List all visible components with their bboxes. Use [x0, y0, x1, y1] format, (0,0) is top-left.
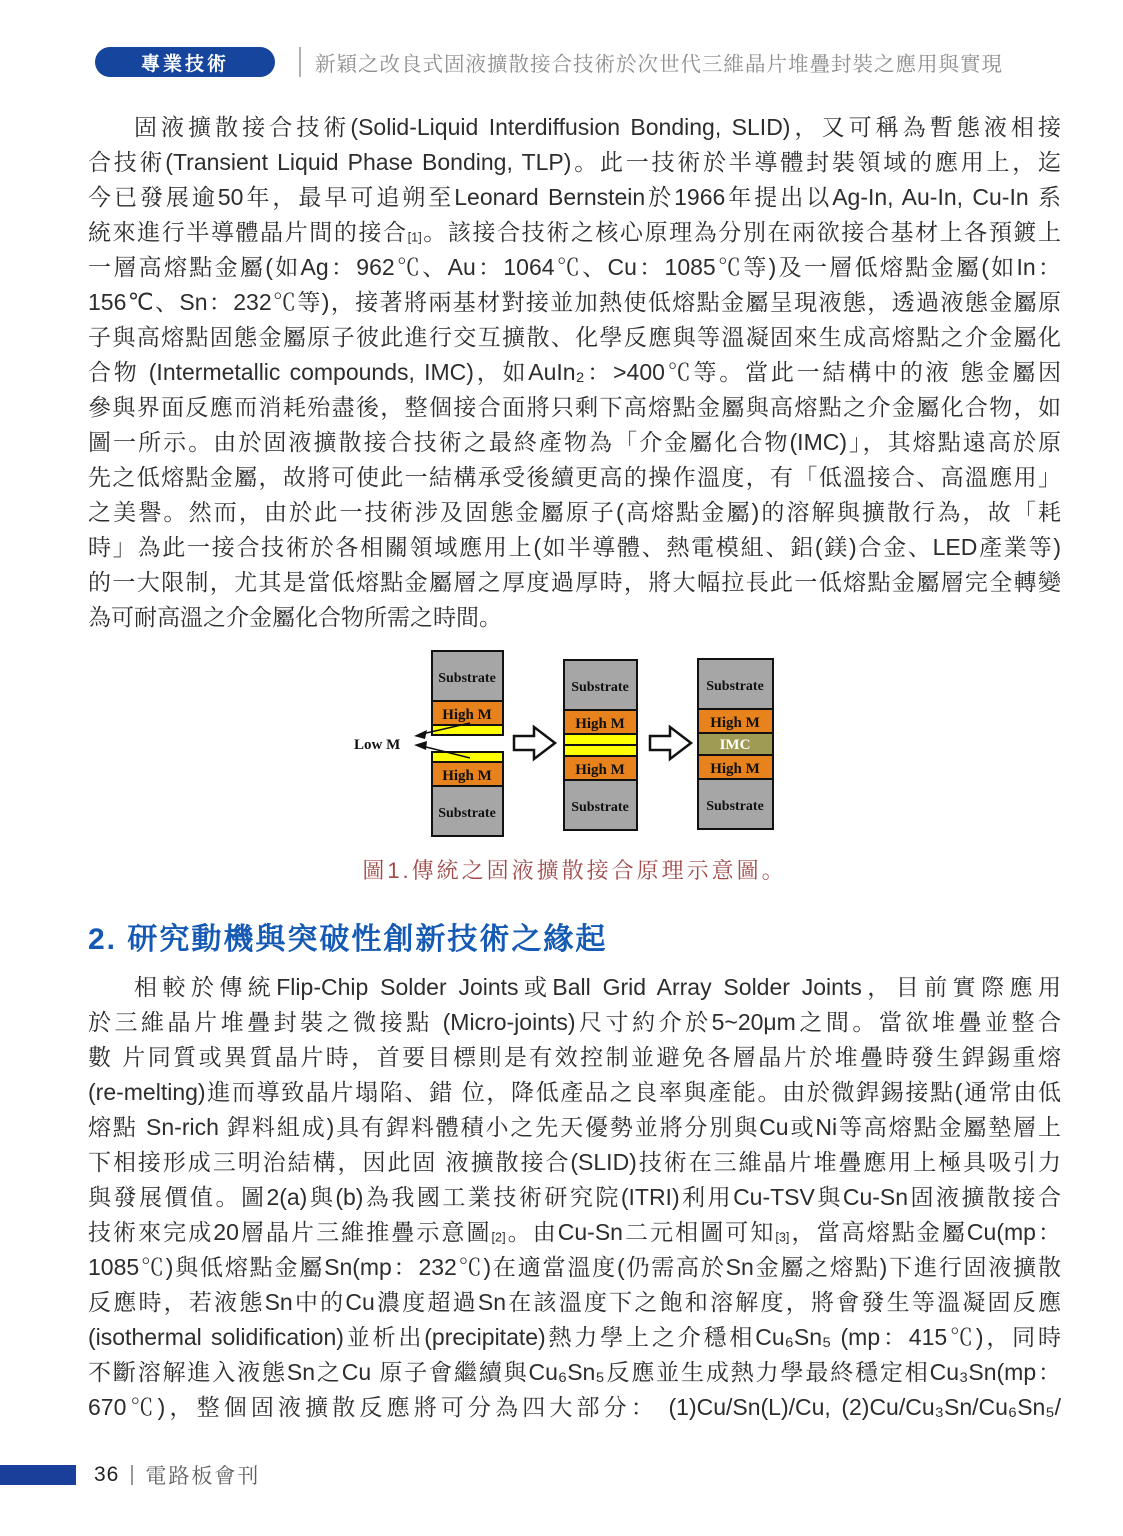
text-line: 合技術(Transient Liquid Phase Bonding, TLP)。此一技術於半導體封裝領域的應用上，迄 — [88, 149, 1061, 175]
text-line: 一層高熔點金屬(如Ag：962℃、Au：1064℃、Cu：1085℃等)及一層低熔點金屬(如In： — [88, 254, 1061, 280]
paragraph-1 — [88, 110, 1061, 635]
journal-name: 電路板會刊 — [145, 1465, 261, 1488]
process-arrow-icon — [650, 727, 691, 759]
text-line: 數 片同質或異質晶片時，首要目標則是有效控制並避免各層晶片於堆疊時發生銲錫重熔 — [88, 1044, 1061, 1070]
substrate-label: Substrate — [571, 800, 629, 815]
footer-accent-bar — [0, 1465, 76, 1485]
stack-during-bonding — [564, 660, 637, 830]
text-line: 今已發展逾50年，最早可追朔至Leonard Bernstein於1966年提出以Ag-In, Au-In, Cu-In 系 — [88, 184, 1061, 210]
figure-caption: 圖1.傳統之固液擴散接合原理示意圖。 — [362, 858, 787, 883]
text-line: 固液擴散接合技術(Solid-Liquid Interdiffusion Bonding, SLID)，又可稱為暫態液相接 — [134, 114, 1061, 140]
high-m-label: High M — [575, 716, 625, 732]
substrate-label: Substrate — [706, 679, 764, 694]
substrate-label: Substrate — [571, 680, 629, 695]
high-m-label: High M — [442, 707, 492, 723]
page-header — [95, 46, 1073, 78]
text-line: 於三維晶片堆疊封裝之微接點 (Micro-joints)尺寸約介於5~20μm之間。當欲堆疊並整合 — [88, 1009, 1061, 1035]
text-line: 的一大限制，尤其是當低熔點金屬層之厚度過厚時，將大幅拉長此一低熔點金屬層完全轉變 — [88, 569, 1061, 595]
page-number: 36 — [94, 1463, 120, 1486]
high-m-label: High M — [575, 762, 625, 778]
category-badge: 專業技術 — [95, 47, 275, 77]
figure-1 — [88, 648, 1061, 885]
text-line: 先之低熔點金屬，故將可使此一結構承受後續更高的操作溫度，有「低溫接合、高溫應用」 — [88, 464, 1061, 490]
text-line: 反應時，若液態Sn中的Cu濃度超過Sn在該溫度下之飽和溶解度，將會發生等溫凝固反應 — [88, 1289, 1061, 1315]
substrate-label: Substrate — [438, 671, 496, 686]
process-arrow-icon — [514, 727, 555, 759]
imc-label: IMC — [719, 737, 751, 753]
text-line: 時」為此一接合技術於各相關領域應用上(如半導體、熱電模組、鋁(鎂)合金、LED產業等) — [88, 534, 1061, 560]
stack-before-bonding — [432, 651, 503, 836]
high-m-label: High M — [442, 768, 492, 784]
text-line: 統來進行半導體晶片間的接合$_{[1]}$。該接合技術之核心原理為分別在兩欲接合基材上各預鍍上 — [88, 219, 1062, 245]
text-line: 圖一所示。由於固液擴散接合技術之最終產物為「介金屬化合物(IMC)」，其熔點遠高於原 — [88, 429, 1061, 455]
stack-after-bonding — [698, 659, 773, 829]
text-line: 670℃)，整個固液擴散反應將可分為四大部分： (1)Cu/Sn(L)/Cu, (2)Cu/Cu₃Sn/Cu₆Sn₅/ — [88, 1394, 1061, 1420]
text-line: 156℃、Sn：232℃等)，接著將兩基材對接並加熱使低熔點金屬呈現液態，透過液態金屬原 — [88, 289, 1061, 315]
arrowhead-icon — [414, 741, 427, 750]
text-line: 合物 (Intermetallic compounds, IMC)，如AuIn₂：>400℃等。當此一結構中的液 態金屬因 — [88, 359, 1061, 385]
text-line: 1085℃)與低熔點金屬Sn(mp：232℃)在適當溫度(仍需高於Sn金屬之熔點)下進行固液擴散 — [88, 1254, 1061, 1280]
text-line: 熔點 Sn-rich 銲料組成)具有銲料體積小之先天優勢並將分別與Cu或Ni等高熔點金屬墊層上 — [88, 1114, 1061, 1140]
high-m-label: High M — [710, 715, 760, 731]
substrate-label: Substrate — [706, 799, 764, 814]
high-m-label: High M — [710, 761, 760, 777]
text-line: 之美譽。然而，由於此一技術涉及固態金屬原子(高熔點金屬)的溶解與擴散行為，故「耗 — [88, 499, 1061, 525]
substrate-label: Substrate — [438, 806, 496, 821]
text-line: 相較於傳統Flip-Chip Solder Joints或Ball Grid Array Solder Joints，目前實際應用 — [134, 974, 1061, 1000]
text-line: (re-melting)進而導致晶片塌陷、錯 位，降低產品之良率與產能。由於微銲錫接點(通常由低 — [88, 1079, 1061, 1105]
footer-divider — [131, 1465, 133, 1485]
text-line: 為可耐高溫之介金屬化合物所需之時間。 — [88, 604, 502, 630]
section-heading: 2. 研究動機與突破性創新技術之緣起 — [88, 923, 608, 956]
text-line: 子與高熔點固態金屬原子彼此進行交互擴散、化學反應與等溫凝固來生成高熔點之介金屬化 — [88, 324, 1061, 350]
text-line: (isothermal solidification)並析出(precipitate)熱力學上之介穩相Cu₆Sn₅ (mp：415℃)，同時 — [88, 1324, 1061, 1350]
low-melting-layer — [564, 734, 637, 745]
page-footer — [0, 1462, 1123, 1488]
article-title: 新穎之改良式固液擴散接合技術於次世代三維晶片堆疊封裝之應用與實現 — [299, 47, 1003, 77]
low-m-label: Low M — [354, 737, 401, 753]
text-line: 技術來完成20層晶片三維推疊示意圖$_{[2]}$。由Cu-Sn二元相圖可知$_{[3]}$，當高熔點金屬Cu(mp： — [88, 1219, 1061, 1245]
arrowhead-icon — [414, 730, 427, 739]
text-line: 與發展價值。圖2(a)與(b)為我國工業技術研究院(ITRI)利用Cu-TSV與Cu-Sn固液擴散接合 — [88, 1184, 1061, 1210]
text-line: 不斷溶解進入液態Sn之Cu 原子會繼續與Cu₆Sn₅反應並生成熱力學最終穩定相Cu₃Sn(mp： — [88, 1359, 1061, 1385]
slid-process-diagram — [352, 648, 797, 843]
low-melting-layer — [564, 745, 637, 756]
paragraph-2 — [88, 970, 1061, 1425]
text-line: 下相接形成三明治結構，因此固 液擴散接合(SLID)技術在三維晶片堆疊應用上極具吸引力 — [88, 1149, 1061, 1175]
text-line: 參與界面反應而消耗殆盡後，整個接合面將只剩下高熔點金屬與高熔點之介金屬化合物，如 — [88, 394, 1061, 420]
